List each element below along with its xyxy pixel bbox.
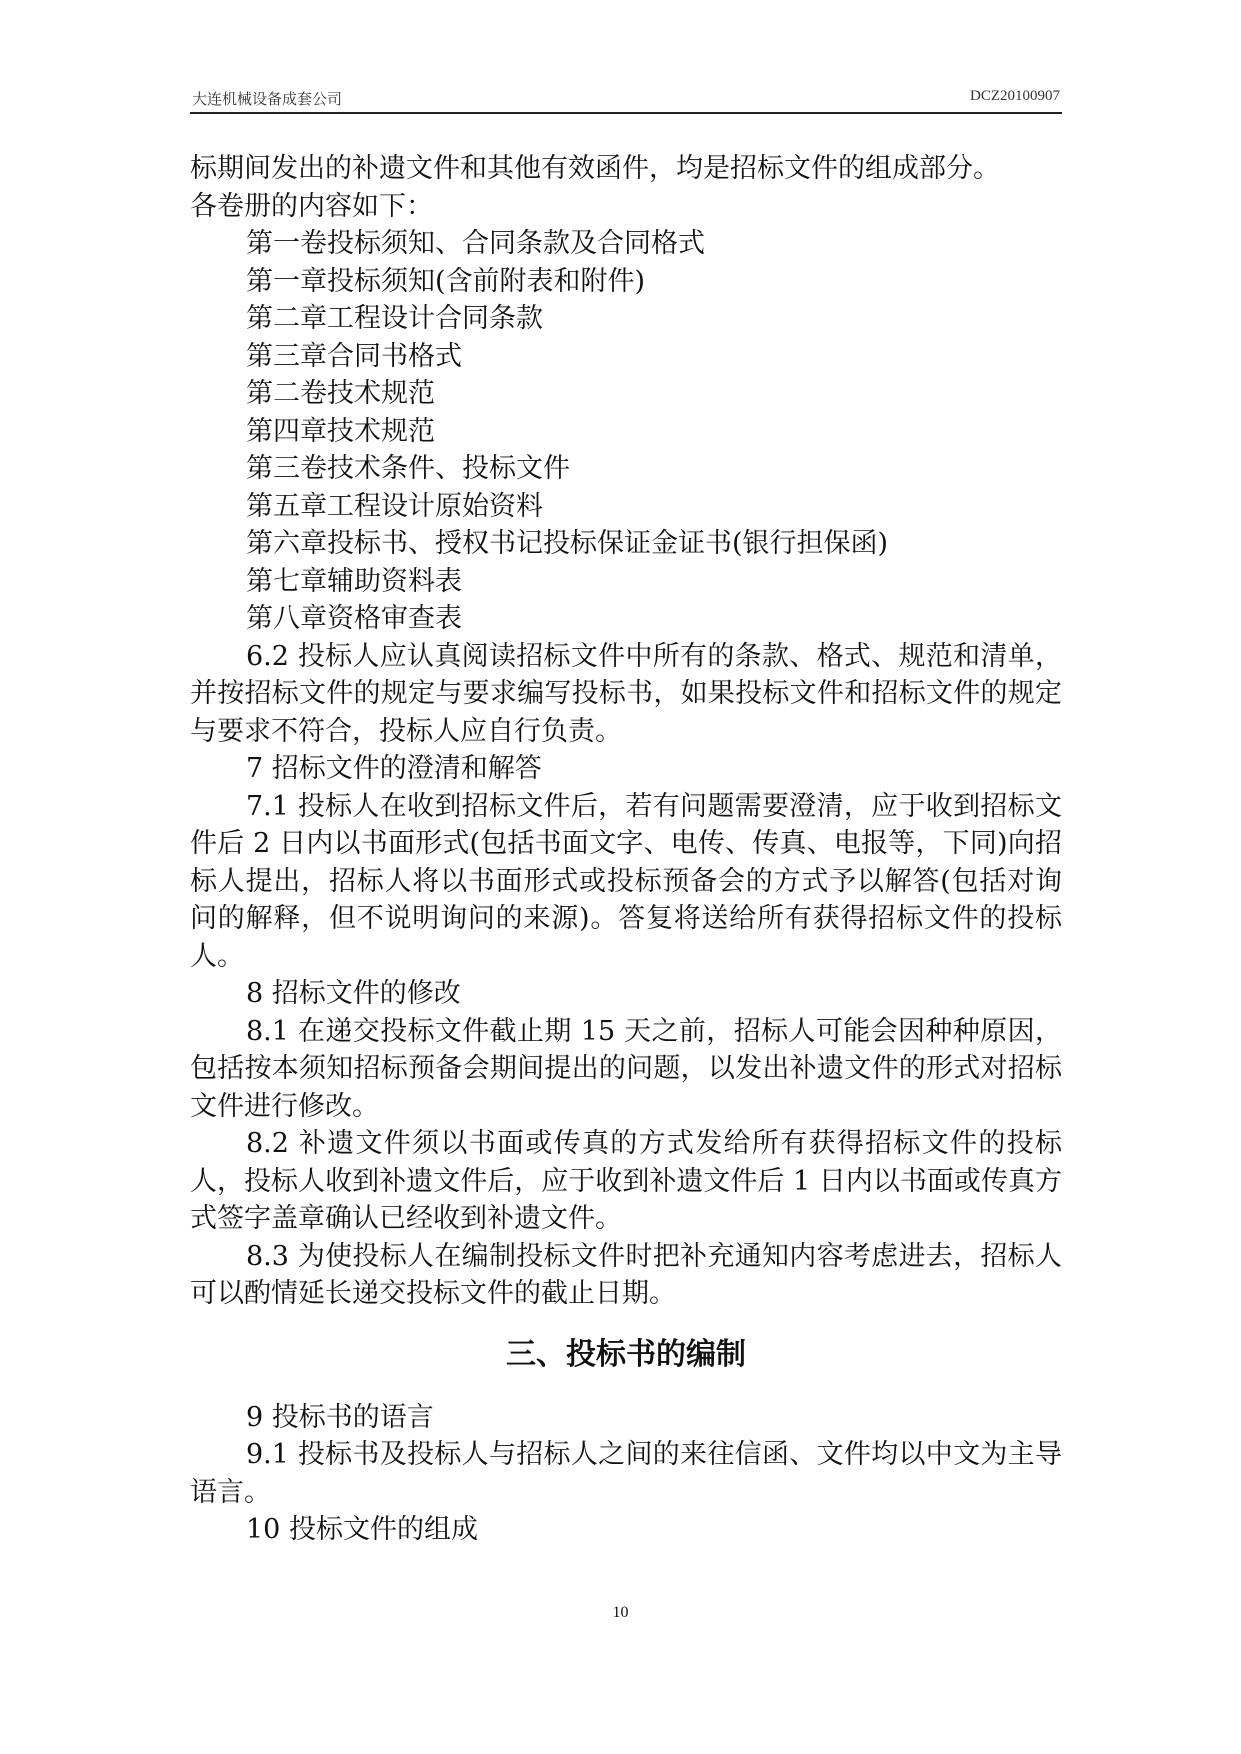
chapter-list-item: 第八章资格审查表 (246, 603, 462, 634)
clause-heading: 9 投标书的语言 (246, 1401, 434, 1433)
page-number: 10 (612, 1604, 629, 1621)
chapter-list-item: 第五章工程设计原始资料 (246, 490, 543, 522)
chapter-list-item: 第七章辅助资料表 (246, 565, 462, 597)
volume-list-item: 第一卷投标须知、合同条款及合同格式 (246, 228, 705, 259)
clause-paragraph: 8.3 为使投标人在编制投标文件时把补充通知内容考虑进去，招标人可以酌情延长递交投标文件的截止日期。 (190, 1240, 1062, 1309)
clause-paragraph: 8.2 补遗文件须以书面或传真的方式发给所有获得招标文件的投标人，投标人收到补遗文件后，应于收到补遗文件后 1 日内以书面或传真方式签字盖章确认已经收到补遗文件。 (190, 1128, 1062, 1234)
page-header (190, 86, 1062, 114)
clause-heading: 8 招标文件的修改 (246, 978, 461, 1009)
chapter-list-item: 第三章合同书格式 (246, 340, 462, 372)
chapter-list-item: 第四章技术规范 (246, 415, 435, 447)
chapter-list-item: 第二章工程设计合同条款 (246, 303, 543, 334)
volume-list-item: 第三卷技术条件、投标文件 (246, 453, 570, 484)
document-code: DCZ20100907 (970, 88, 1060, 104)
clause-heading: 7 招标文件的澄清和解答 (246, 753, 542, 784)
document-body (190, 150, 1062, 1549)
chapter-list-item: 第一章投标须知(含前附表和附件) (246, 265, 646, 297)
volume-list-item: 第二卷技术规范 (246, 378, 435, 409)
chapter-list-item: 第六章投标书、授权书记投标保证金证书(银行担保函) (246, 528, 889, 559)
clause-paragraph: 9.1 投标书及投标人与招标人之间的来往信函、文件均以中文为主导语言。 (190, 1439, 1062, 1508)
clause-paragraph: 6.2 投标人应认真阅读招标文件中所有的条款、格式、规范和清单，并按招标文件的规定与要求编写投标书，如果投标文件和招标文件的规定与要求不符合，投标人应自行负责。 (190, 640, 1062, 747)
clause-paragraph: 7.1 投标人在收到招标文件后，若有问题需要澄清，应于收到招标文件后 2 日内以书面形式(包括书面文字、电传、传真、电报等，下同)向招标人提出，招标人将以书面形式或投标预备会的方式予以解答(包括对询问的解释，但不说明询问的来源)。答复将送给所有获得招标文件的投标人。 (190, 790, 1062, 972)
clause-paragraph: 8.1 在递交投标文件截止期 15 天之前，招标人可能会因种种原因，包括按本须知招标预备会期间提出的问题，以发出补遗文件的形式对招标文件进行修改。 (190, 1015, 1062, 1122)
clause-heading: 10 投标文件的组成 (246, 1514, 478, 1545)
paragraph: 各卷册的内容如下： (190, 190, 433, 222)
section-title: 三、投标书的编制 (506, 1336, 746, 1372)
company-name: 大连机械设备成套公司 (192, 90, 343, 108)
paragraph: 标期间发出的补遗文件和其他有效函件，均是招标文件的组成部分。 (190, 153, 1000, 184)
